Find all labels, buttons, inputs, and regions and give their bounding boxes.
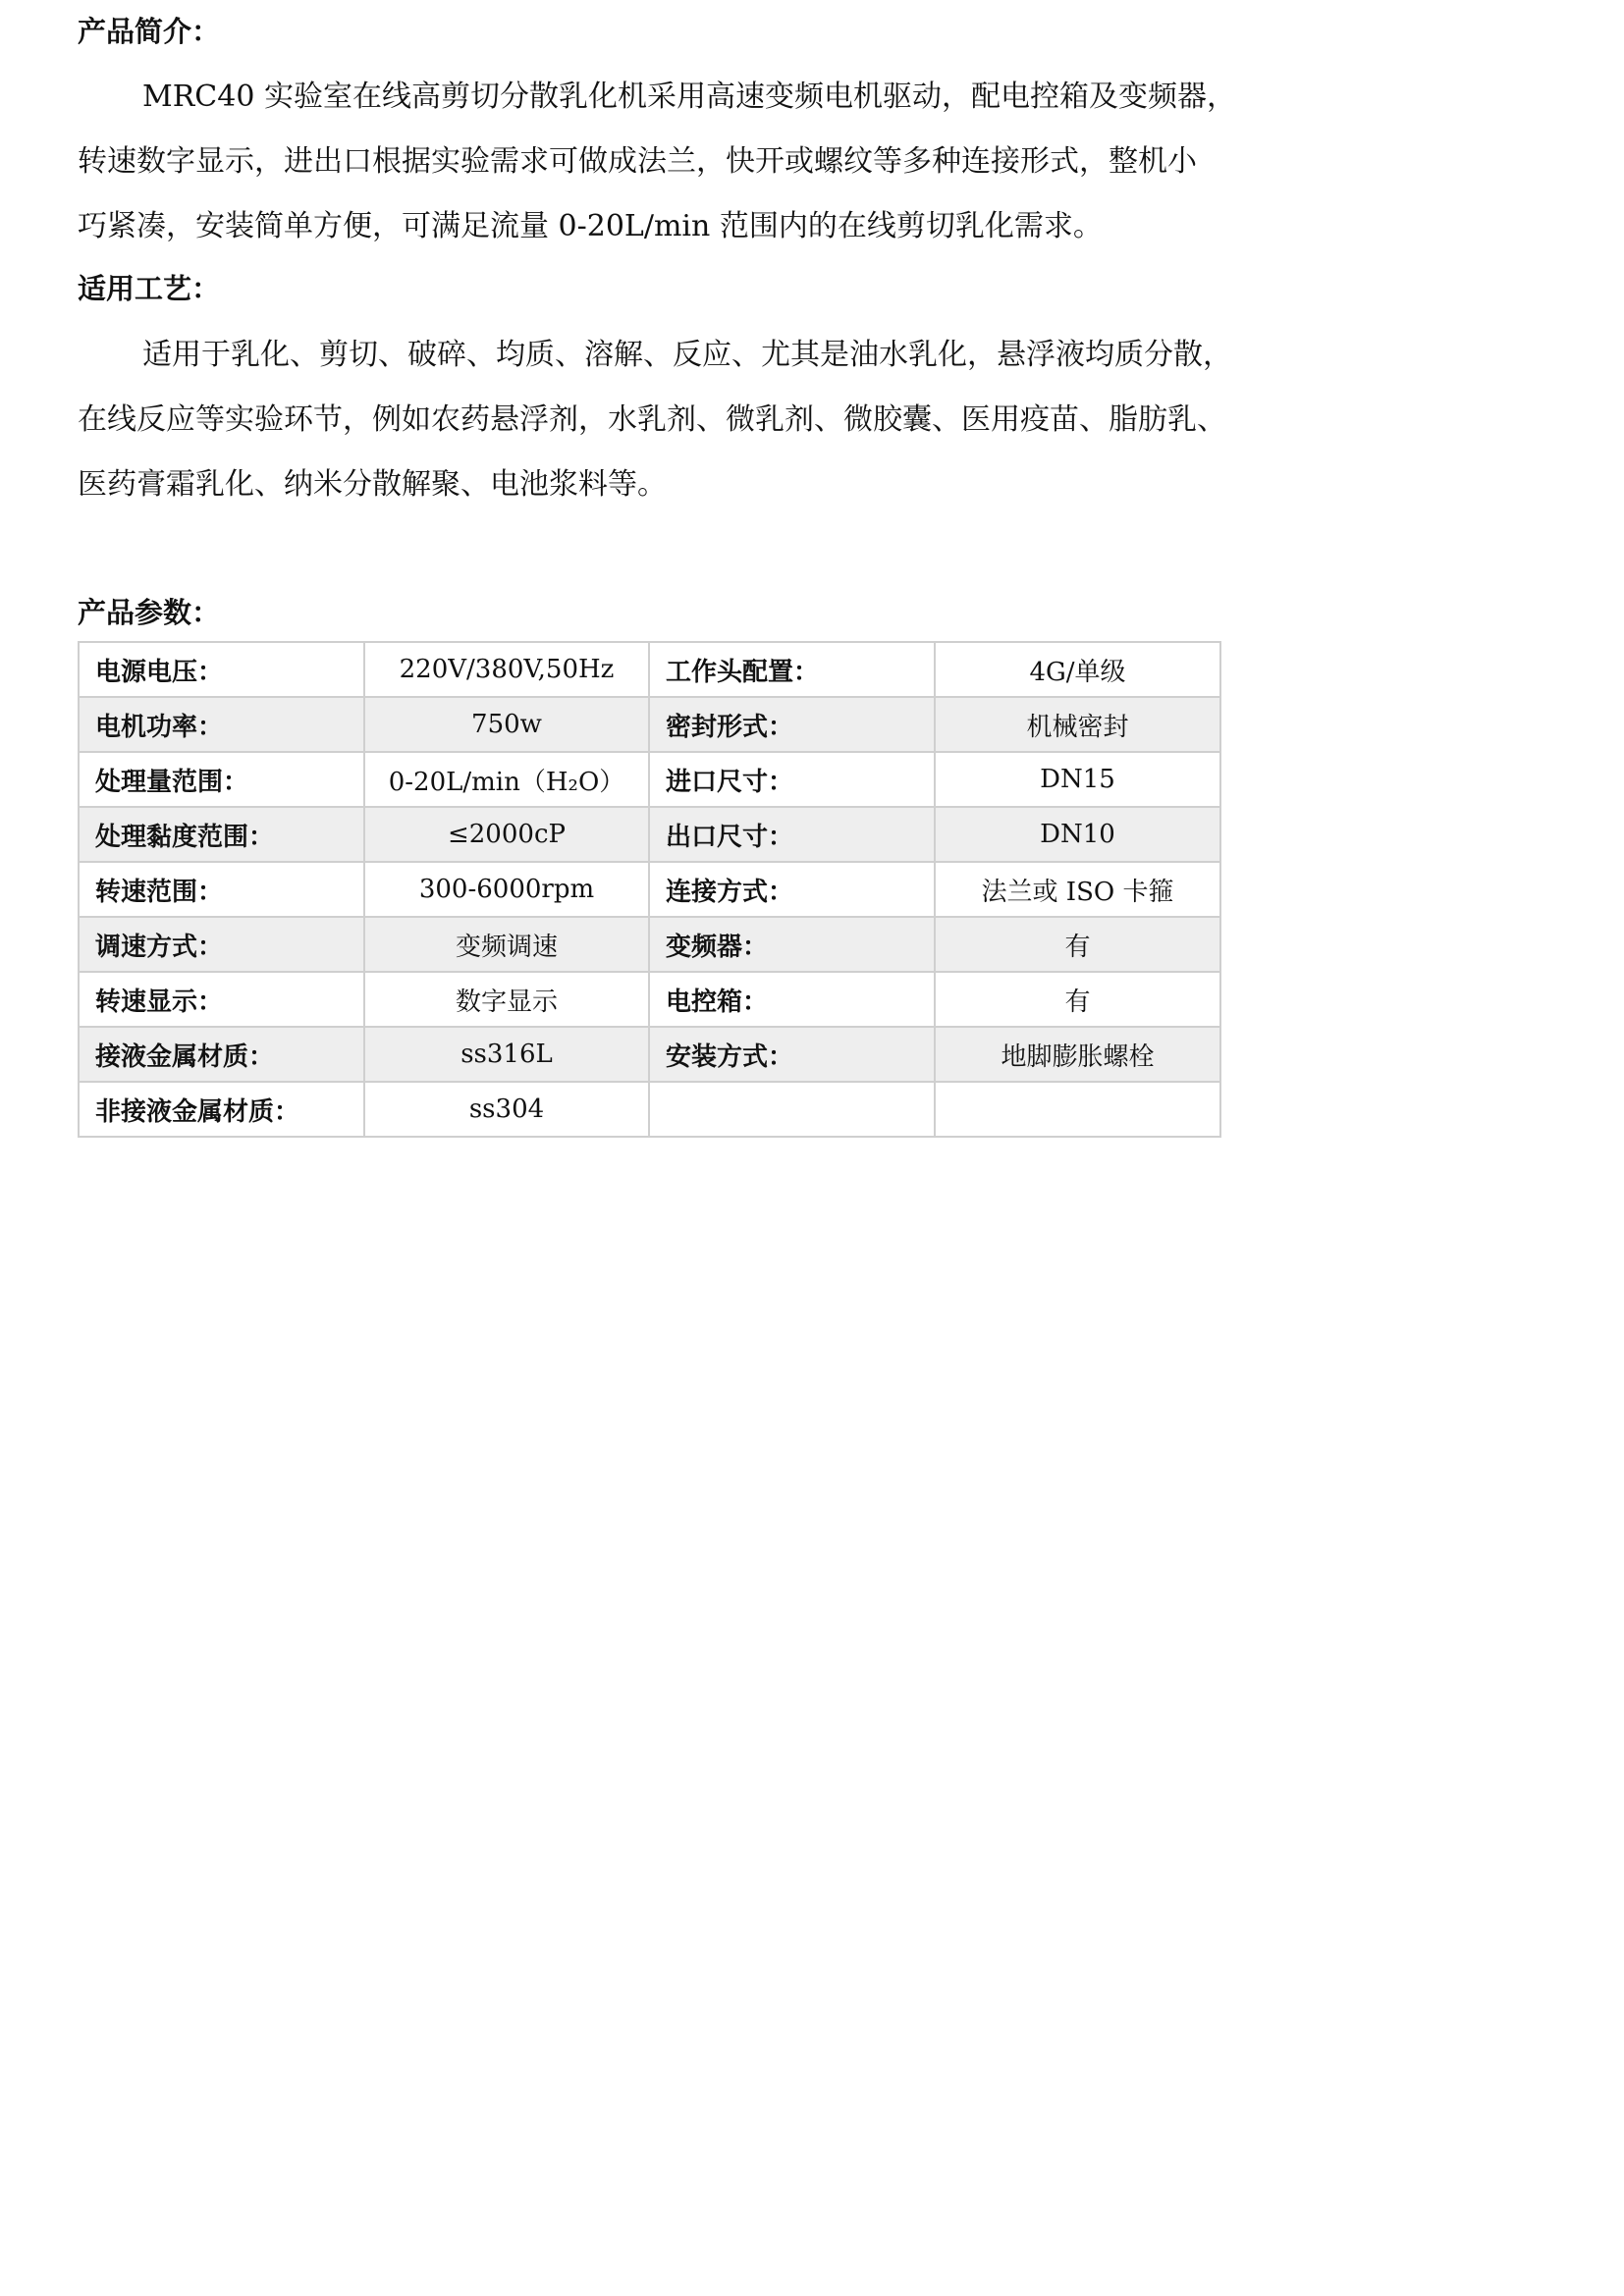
table-row bbox=[79, 1027, 1220, 1082]
param-label bbox=[649, 1082, 935, 1137]
param-value: ss304 bbox=[364, 1082, 649, 1137]
param-value: DN10 bbox=[935, 807, 1220, 862]
param-label: 密封形式： bbox=[649, 697, 935, 752]
param-value: ≤2000cP bbox=[364, 807, 649, 862]
param-value: 4G/单级 bbox=[935, 642, 1220, 697]
param-value: 变频调速 bbox=[364, 917, 649, 972]
param-value: 0-20L/min（H₂O） bbox=[364, 752, 649, 807]
param-label: 调速方式： bbox=[79, 917, 364, 972]
param-value: 750w bbox=[364, 697, 649, 752]
process-line: 适用于乳化、剪切、破碎、均质、溶解、反应、尤其是油水乳化，悬浮液均质分散， bbox=[142, 338, 1232, 372]
param-value: 机械密封 bbox=[935, 697, 1220, 752]
table-row bbox=[79, 642, 1220, 697]
param-value: 300-6000rpm bbox=[364, 862, 649, 917]
param-value: 法兰或 ISO 卡箍 bbox=[935, 862, 1220, 917]
params-heading: 产品参数： bbox=[78, 596, 221, 629]
param-value: 数字显示 bbox=[364, 972, 649, 1027]
table-row bbox=[79, 807, 1220, 862]
param-value: 220V/380V,50Hz bbox=[364, 642, 649, 697]
param-label: 连接方式： bbox=[649, 862, 935, 917]
intro-line: 转速数字显示，进出口根据实验需求可做成法兰，快开或螺纹等多种连接形式，整机小 bbox=[78, 144, 1197, 179]
param-value bbox=[935, 1082, 1220, 1137]
param-label: 非接液金属材质： bbox=[79, 1082, 364, 1137]
param-label: 处理黏度范围： bbox=[79, 807, 364, 862]
param-value: 有 bbox=[935, 972, 1220, 1027]
process-line: 医药膏霜乳化、纳米分散解聚、电池浆料等。 bbox=[78, 467, 667, 502]
params-table bbox=[78, 641, 1221, 1138]
param-label: 出口尺寸： bbox=[649, 807, 935, 862]
process-paragraph bbox=[78, 323, 1354, 517]
param-value: 有 bbox=[935, 917, 1220, 972]
intro-line: 巧紧凑，安装简单方便，可满足流量 0-20L/min 范围内的在线剪切乳化需求。 bbox=[78, 209, 1103, 243]
param-label: 转速范围： bbox=[79, 862, 364, 917]
intro-heading: 产品简介： bbox=[78, 15, 221, 48]
param-label: 电源电压： bbox=[79, 642, 364, 697]
intro-line: MRC40 实验室在线高剪切分散乳化机采用高速变频电机驱动，配电控箱及变频器， bbox=[142, 80, 1236, 114]
param-label: 工作头配置： bbox=[649, 642, 935, 697]
process-line: 在线反应等实验环节，例如农药悬浮剂，水乳剂、微乳剂、微胶囊、医用疫苗、脂肪乳、 bbox=[78, 402, 1226, 437]
param-label: 电控箱： bbox=[649, 972, 935, 1027]
process-heading: 适用工艺： bbox=[78, 272, 221, 305]
table-row bbox=[79, 697, 1220, 752]
param-label: 接液金属材质： bbox=[79, 1027, 364, 1082]
param-value: ss316L bbox=[364, 1027, 649, 1082]
param-label: 进口尺寸： bbox=[649, 752, 935, 807]
param-label: 电机功率： bbox=[79, 697, 364, 752]
table-row bbox=[79, 862, 1220, 917]
param-label: 安装方式： bbox=[649, 1027, 935, 1082]
param-value: 地脚膨胀螺栓 bbox=[935, 1027, 1220, 1082]
param-value: DN15 bbox=[935, 752, 1220, 807]
table-row bbox=[79, 1082, 1220, 1137]
param-label: 处理量范围： bbox=[79, 752, 364, 807]
param-label: 转速显示： bbox=[79, 972, 364, 1027]
table-row bbox=[79, 917, 1220, 972]
param-label: 变频器： bbox=[649, 917, 935, 972]
intro-paragraph bbox=[78, 65, 1354, 259]
table-row bbox=[79, 752, 1220, 807]
table-row bbox=[79, 972, 1220, 1027]
